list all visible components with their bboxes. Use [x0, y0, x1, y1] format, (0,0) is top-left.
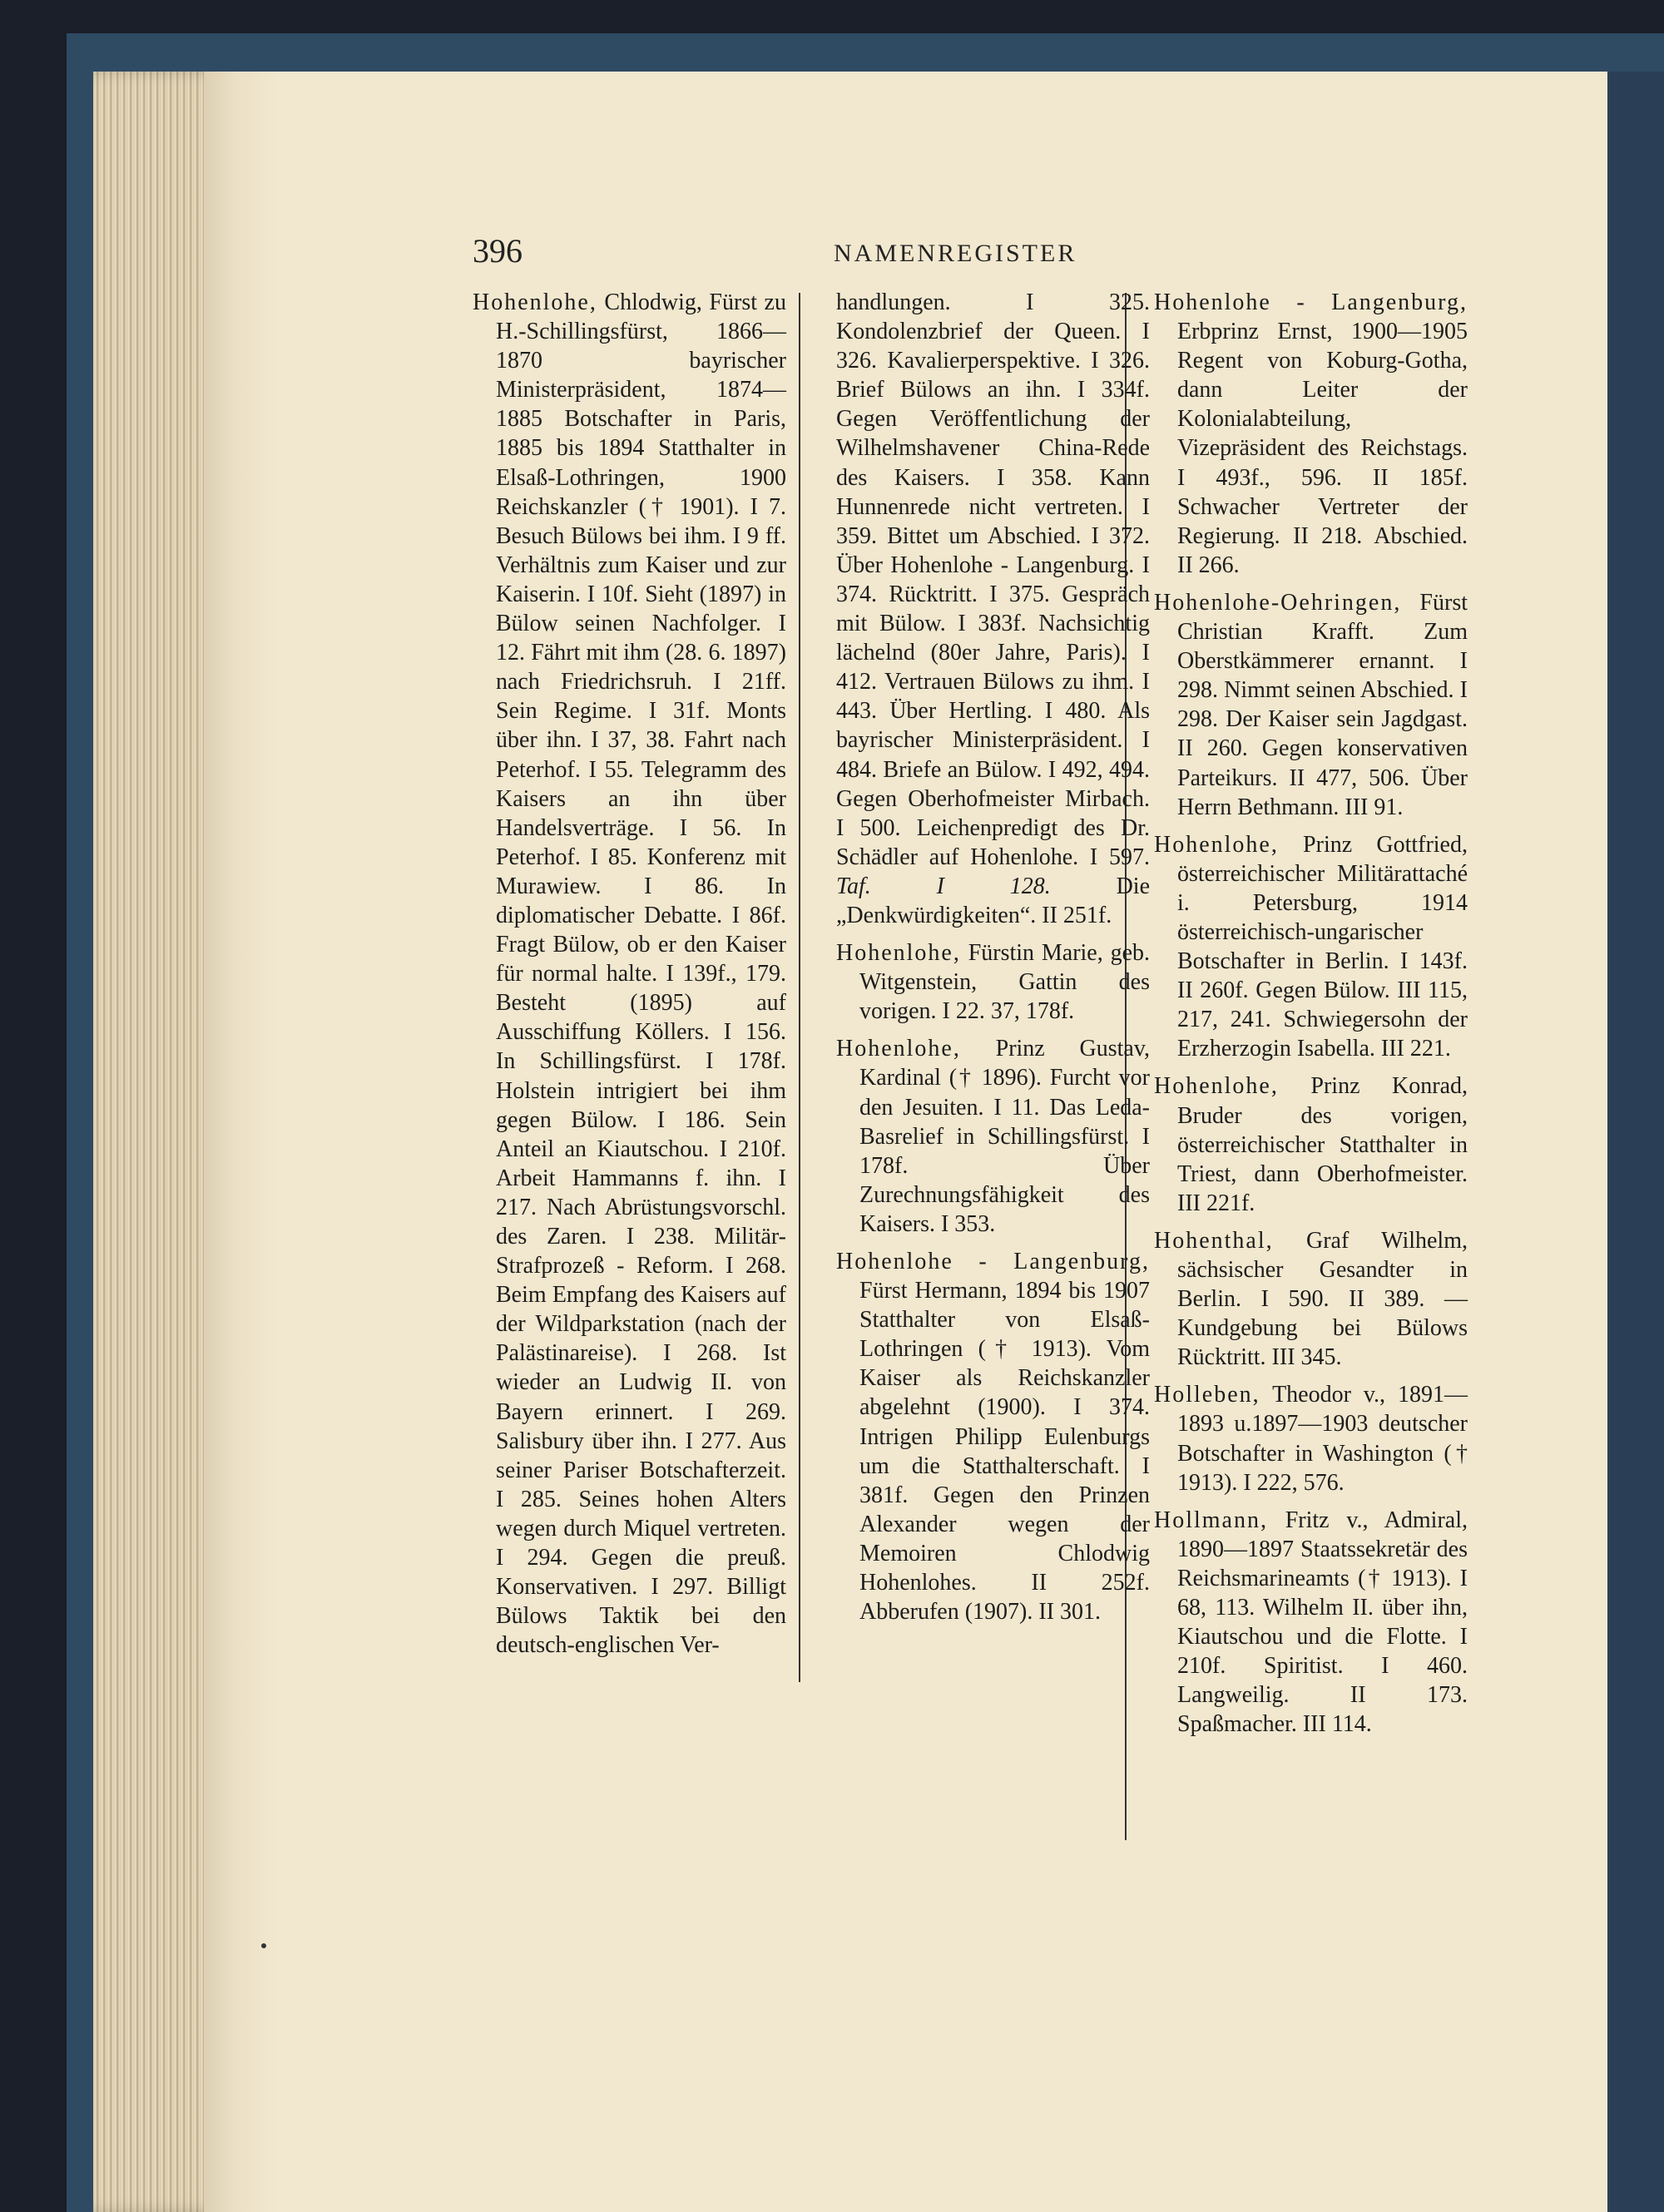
entry-text: Fritz v., Admiral, 1890—1897 Staatssekretär des Reichsmarineamts († 1913). I 68, 113. Wilhelm II. über ihn, Kiautschou und die Flotte. I 210f. Spiritist. I 460. Langweilig. II 173. Spaßmacher. III 114.	[1177, 1507, 1468, 1738]
index-entry	[1154, 830, 1468, 1064]
continuation-text: handlungen. I 325. Kondolenzbrief der Queen. I 326. Kavalierperspektive. I 326. Brief Bülows an ihn. I 334f. Gegen Veröffentlichung der Wilhelmshavener China-Rede des Kaisers. I 358. Kann Hunnenrede nicht vertreten. I 359. Bittet um Abschied. I 372. Über Hohenlohe - Langenburg. I 374. Rücktritt. I 375. Gespräch mit Bülow. I 383f. Nachsichtig lächelnd (80er Jahre, Paris). I 412. Vertrauen Bülows zu ihm. I 443. Über Hertling. I 480. Als bayrischer Ministerpräsident. I 484. Briefe an Bülow. I 492, 494. Gegen Oberhofmeister Mirbach. I 500. Leichenpredigt des Dr. Schädler auf Hohenlohe. I 597.	[836, 289, 1150, 870]
entry-head: Hohenlohe,	[473, 289, 597, 315]
entry-text: Fürst Hermann, 1894 bis 1907 Statthalter von Elsaß-Lothringen († 1913). Vom Kaiser als Reichskanzler abgelehnt (1900). I 374. Intrigen Philipp Eulenburgs um die Statthalterschaft. I 381f. Gegen den Prinzen Alexander wegen der Memoiren Chlodwig Hohenlohes. II 252f. Abberufen (1907). II 301.	[859, 1278, 1150, 1626]
entry-head: Hohenlohe,	[836, 940, 961, 967]
entry-head: Hohenlohe-Oehringen,	[1154, 589, 1402, 616]
entry-head: Hohenlohe,	[836, 1036, 961, 1062]
entry-text: Graf Wilhelm, sächsischer Gesandter in Berlin. I 590. II 389. — Kundgebung bei Bülows Rücktritt. III 345.	[1177, 1227, 1468, 1371]
running-head: NAMENREGISTER	[834, 240, 1077, 267]
index-entry	[836, 1247, 1150, 1626]
entry-text: Fürst Christian Krafft. Zum Oberstkämmerer ernannt. I 298. Nimmt seinen Abschied. I 298. Der Kaiser sein Jagdgast. II 260. Gegen konservativen Parteikurs. II 477, 506. Über Herrn Bethmann. III 91.	[1177, 589, 1468, 820]
index-column-2	[836, 288, 1150, 1635]
page-mark	[261, 1943, 266, 1948]
entry-text: Prinz Gottfried, österreichischer Militärattaché i. Petersburg, 1914 österreichisch-ungarischer Botschafter in Berlin. I 143f. II 260f. Gegen Bülow. III 115, 217, 241. Schwiegersohn der Erzherzogin Isabella. III 221.	[1177, 831, 1468, 1062]
entry-head: Hollmann,	[1154, 1507, 1268, 1533]
plate-reference: Taf. I 128.	[836, 873, 1051, 899]
index-entry	[1154, 1506, 1468, 1739]
entry-text: Erbprinz Ernst, 1900—1905 Regent von Koburg-Gotha, dann Leiter der Kolonialabteilung, Vizepräsident des Reichstags. I 493f., 596. II 185f. Schwacher Vertreter der Regierung. II 218. Abschied. II 266.	[1177, 319, 1468, 578]
index-column-3	[1154, 288, 1468, 1748]
page-number: 396	[473, 232, 522, 270]
index-entry	[473, 288, 786, 1660]
entry-head: Hohenlohe - Langenburg,	[1154, 289, 1468, 315]
index-entry	[1154, 1226, 1468, 1372]
entry-text: Prinz Konrad, Bruder des vorigen, österreichischer Statthalter in Triest, dann Oberhofmeister. III 221f.	[1177, 1073, 1468, 1216]
entry-text: Prinz Gustav, Kardinal († 1896). Furcht vor den Jesuiten. I 11. Das Leda-Basrelief in Schillingsfürst. I 178f. Über Zurechnungsfähigkeit des Kaisers. I 353.	[859, 1036, 1150, 1237]
index-entry	[1154, 588, 1468, 822]
index-column-1	[473, 288, 786, 1668]
column-rule	[799, 293, 800, 1682]
entry-text: Fürstin Marie, geb. Witgenstein, Gattin des vorigen. I 22. 37, 178f.	[859, 940, 1150, 1025]
index-entry	[836, 938, 1150, 1026]
entry-head: Hohenlohe,	[1154, 1073, 1279, 1100]
index-entry	[1154, 288, 1468, 580]
entry-head: Hohenthal,	[1154, 1227, 1274, 1254]
index-entry	[1154, 1071, 1468, 1217]
index-entry	[836, 1034, 1150, 1239]
entry-text: Theodor v., 1891—1893 u.1897—1903 deutscher Botschafter in Washington († 1913). I 222, 576.	[1177, 1382, 1468, 1496]
entry-text: Chlodwig, Fürst zu H.-Schillingsfürst, 1866—1870 bayrischer Ministerpräsident, 1874—1885 Botschafter in Paris, 1885 bis 1894 Statthalter in Elsaß-Lothringen, 1900 Reichskanzler († 1901). I 7. Besuch Bülows bei ihm. I 9 ff. Verhältnis zum Kaiser und zur Kaiserin. I 10f. Sieht (1897) in Bülow seinen Nachfolger. I 12. Fährt mit ihm (28. 6. 1897) nach Friedrichsruh. I 21ff. Sein Regime. I 31f. Monts über ihn. I 37, 38. Fahrt nach Peterhof. I 55. Telegramm des Kaisers an ihn über Handelsverträge. I 56. In Peterhof. I 85. Konferenz mit Murawiew. I 86. In diplomatischer Debatte. I 86f. Fragt Bülow, ob er den Kaiser für normal halte. I 139f., 179. Besteht (1895) auf Ausschiffung Köllers. I 156. In Schillingsfürst. I 178f. Holstein intrigiert bei ihm gegen Bülow. I 186. Sein Anteil an Kiautschou. I 210f. Arbeit Hammanns f. ihn. I 217. Nach Abrüstungsvorschl. des Zaren. I 238. Militär-Strafprozeß - Reform. I 268. Beim Empfang des Kaisers auf der Wildparkstation (nach der Palästinareise). I 268. Ist wieder an Ludwig II. von Bayern erinnert. I 269. Salisbury über ihn. I 277. Aus seiner Pariser Botschafterzeit. I 285. Seines hohen Alters wegen durch Miquel vertreten. I 294. Gegen die preuß. Konservativen. I 297. Billigt Bülows Taktik bei den deutsch-englischen Ver-	[496, 289, 786, 1659]
entry-head: Holleben,	[1154, 1382, 1260, 1408]
entry-head: Hohenlohe - Langenburg,	[836, 1249, 1150, 1274]
continuation-tail: Die „Denkwürdigkeiten“. II 251f.	[836, 873, 1151, 928]
cover-edge-right	[1607, 72, 1664, 2212]
index-entry	[1154, 1380, 1468, 1497]
entry-head: Hohenlohe,	[1154, 831, 1279, 858]
entry-continuation	[836, 288, 1150, 930]
